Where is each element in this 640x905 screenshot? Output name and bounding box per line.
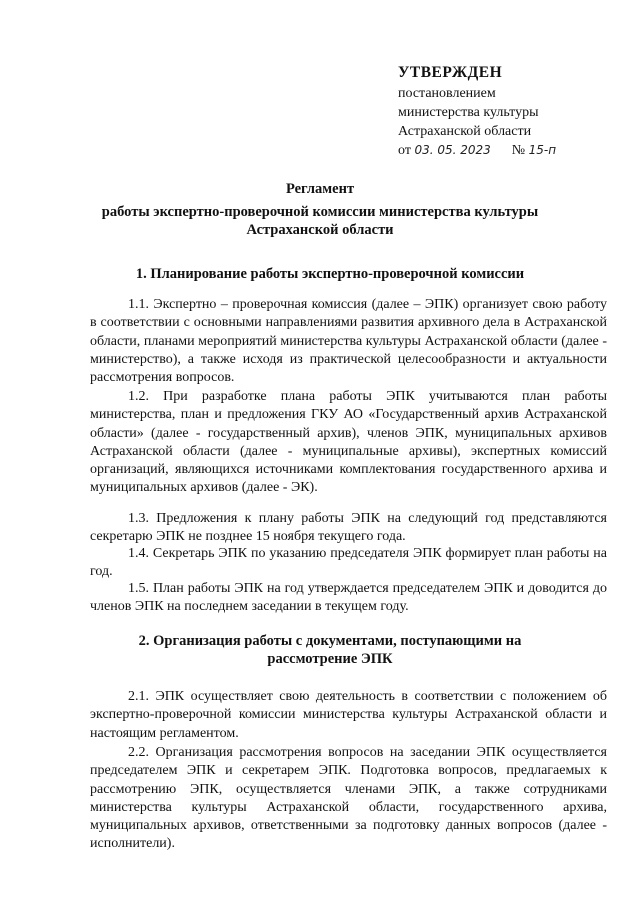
title-line-2: работы экспертно-проверочной комиссии министерства культуры: [101, 204, 539, 220]
paragraph-1-1: 1.1. Экспертно – проверочная комиссия (далее – ЭПК) организует свою работу в соответствии с основными направлениями развития архивного дела в Астраханской области, планами мероприятий министерства культуры Астраханской области (далее - министерство), а также исходя из практической целесообразности и актуальности рассмотрения вопросов.: [90, 297, 607, 386]
paragraph-1-2: 1.2. При разработке плана работы ЭПК учитываются план работы министерства, план и предложения ГКУ АО «Государственный архив Астраханской области» (далее - государственный архив), членов ЭПК, муниципальных архивов Астраханской области (далее - муниципальные архивы), экспертных комиссий организаций, являющихся источниками комплектования государственного архива и муниципальных архивов (далее - ЭК).: [90, 389, 607, 496]
paragraph-1-5: 1.5. План работы ЭПК на год утверждается председателем ЭПК и доводится до членов ЭПК на последнем заседании в текущем году.: [90, 581, 607, 615]
paragraph-2-1: 2.1. ЭПК осуществляет свою деятельность в соответствии с положением об экспертно-проверочной комиссии министерства культуры Астраханской области и настоящим регламентом.: [90, 689, 607, 741]
number-prefix: №: [511, 143, 526, 158]
approval-date-line: [398, 141, 628, 160]
paragraph-2-2: 2.2. Организация рассмотрения вопросов на заседании ЭПК осуществляется председателем ЭПК и секретарем ЭПК. Подготовка вопросов, предлагаемых к рассмотрению ЭПК, осуществляется членами ЭПК, а также сотрудниками министерства культуры Астраханской области, государственного архива, муниципальных архивов, ответственными за подготовку данных вопросов (далее - исполнители).: [90, 745, 607, 852]
section-1-heading: 1. Планирование работы экспертно-проверочной комиссии: [135, 266, 525, 282]
paragraph-1-4: 1.4. Секретарь ЭПК по указанию председателя ЭПК формирует план работы на год.: [90, 546, 607, 580]
date-prefix: от: [398, 143, 411, 158]
handwritten-number: 15-п: [528, 143, 557, 157]
title-line-3: Астраханской области: [246, 222, 394, 238]
handwritten-date: 03. 05. 2023: [414, 143, 491, 157]
approval-line-2: министерства культуры: [398, 105, 539, 120]
approval-heading: УТВЕРЖДЕН: [398, 64, 503, 81]
title-line-1: Регламент: [285, 181, 355, 197]
approval-stamp: [398, 62, 628, 160]
section-2-heading-line-1: 2. Организация работы с документами, поступающими на: [138, 633, 522, 649]
paragraph-1-3: 1.3. Предложения к плану работы ЭПК на следующий год представляются секретарю ЭПК не позднее 15 ноября текущего года.: [90, 511, 607, 545]
approval-line-1: постановлением: [398, 86, 496, 101]
section-2-heading: [80, 632, 580, 668]
approval-line-3: Астраханской области: [398, 124, 532, 139]
document-title: [80, 180, 560, 239]
section-2-heading-line-2: рассмотрение ЭПК: [267, 651, 393, 667]
